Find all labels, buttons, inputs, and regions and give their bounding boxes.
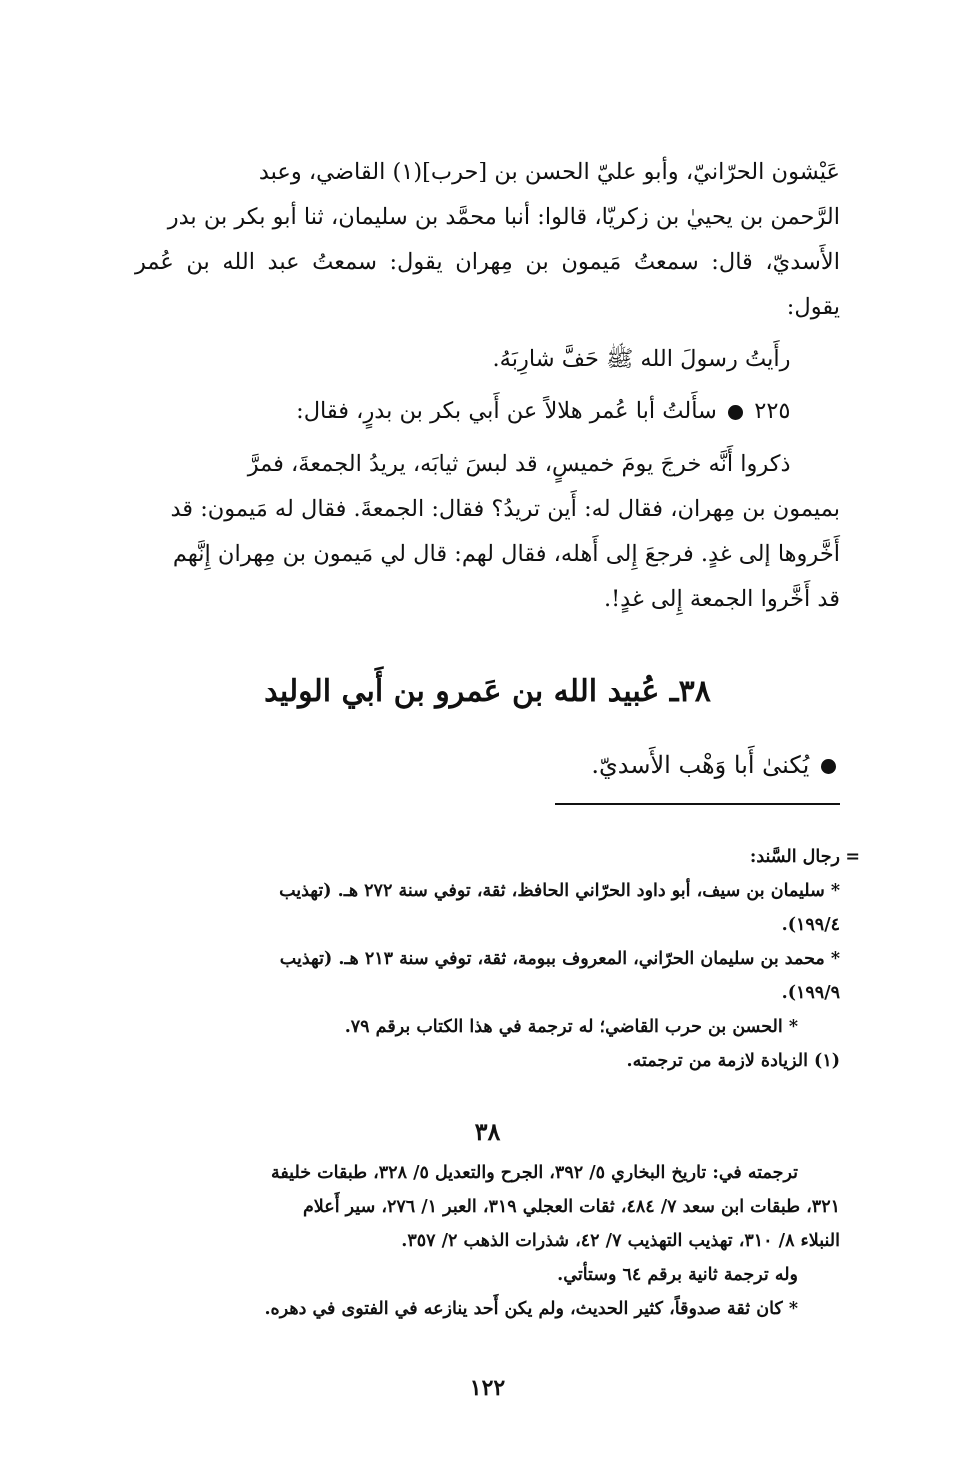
main-text bbox=[135, 150, 840, 622]
bio-line: * كان ثقة صدوقاً، كثير الحديث، ولم يكن أَحد ينازعه في الفتوى في دهره. bbox=[264, 1299, 798, 1319]
bullet-icon bbox=[821, 759, 836, 774]
bio-line: ترجمته في: تاريخ البخاري ٥/ ٣٩٢، الجرح والتعديل ٥/ ٣٢٨، طبقات خليفة bbox=[270, 1163, 798, 1183]
bio-line: وله ترجمة ثانية برقم ٦٤ وستأتي. bbox=[557, 1265, 798, 1285]
entry-number: ٢٢٥ bbox=[754, 398, 791, 424]
continuation-mark: = bbox=[845, 847, 860, 867]
footnote-line: (١) الزيادة لازمة من ترجمته. bbox=[626, 1051, 840, 1071]
text-line: الرَّحمن بن يحييٰ بن زكريّا، قالوا: أنبا محمَّد بن سليمان، ثنا أبو بكر بن بدر bbox=[167, 204, 840, 230]
text-line: بميمون بن مِهران، فقال له: أَين تريدُ؟ فقال: الجمعةَ. فقال له مَيمون: قد bbox=[170, 496, 840, 522]
footnote-line: * الحسن بن حرب القاضي؛ له ترجمة في هذا الكتاب برقم ٧٩. bbox=[344, 1017, 798, 1037]
bio-line: النبلاء ٨/ ٣١٠، تهذيب التهذيب ٧/ ٤٢، شذرات الذهب ٢/ ٣٥٧. bbox=[401, 1231, 840, 1251]
entry-text: سأَلتُ أبا عُمر هلالاً عن أَبي بكر بن بدرٍ، فقال: bbox=[296, 398, 717, 424]
footnote-line: ١٩٩/٤). bbox=[781, 915, 840, 935]
bio-line: ٣٢١، طبقات ابن سعد ٧/ ٤٨٤، ثقات العجلي ٣١٩، العبر ١/ ٢٧٦، سير أَعلام bbox=[302, 1197, 840, 1217]
text-line: أَخَّروها إلى غدٍ. فرجعَ إِلى أَهله، فقال لهم: قال لي مَيمون بن مِهران إِنَّهم bbox=[172, 541, 840, 567]
footnotes bbox=[135, 840, 860, 1078]
footnote-divider bbox=[555, 803, 840, 805]
bullet-icon bbox=[728, 405, 743, 420]
biography-notes bbox=[135, 1156, 840, 1326]
text-line: ذكروا أَنَّه خرجَ يومَ خميسٍ، قد لبسَ ثيابَه، يريدُ الجمعةَ، فمرَّ bbox=[247, 451, 791, 477]
footnote-line: ١٩٩/٩). bbox=[781, 983, 840, 1003]
text-line: الأَسديّ، قال: سمعتُ مَيمون بن مِهران يقول: سمعتُ عبد الله بن عُمر يقول: bbox=[135, 249, 840, 320]
hadith-quote: رأَيتُ رسولَ الله ﷺ حَفَّ شارِبَهُ. bbox=[492, 346, 791, 372]
footnote-title: رجال السَّند: bbox=[749, 847, 840, 867]
page-number: ١٢٢ bbox=[469, 1375, 506, 1401]
footnote-line: * سليمان بن سيف، أبو داود الحرّاني الحافظ، ثقة، توفي سنة ٢٧٢ هـ. (تهذيب bbox=[279, 881, 840, 901]
kunya-text: يُكنىٰ أَبا وَهْب الأَسديّ. bbox=[591, 751, 810, 779]
kunya-line bbox=[135, 745, 840, 785]
text-line: عَيْشون الحرّانيّ، وأبو عليّ الحسن بن [حرب](١) القاضي، وعبد bbox=[258, 159, 840, 185]
footnote-line: * محمد بن سليمان الحرّاني، المعروف ببومة، ثقة، توفي سنة ٢١٣ هـ. (تهذيب bbox=[279, 949, 840, 969]
bio-section-number: ٣٨ bbox=[474, 1117, 501, 1146]
entry-line bbox=[135, 389, 840, 434]
section-heading: ٣٨ـ عُبيد الله بن عَمرو بن أَبي الوليد bbox=[264, 674, 711, 709]
text-line: قد أَخَّروا الجمعة إِلى غدٍ!. bbox=[603, 586, 840, 612]
